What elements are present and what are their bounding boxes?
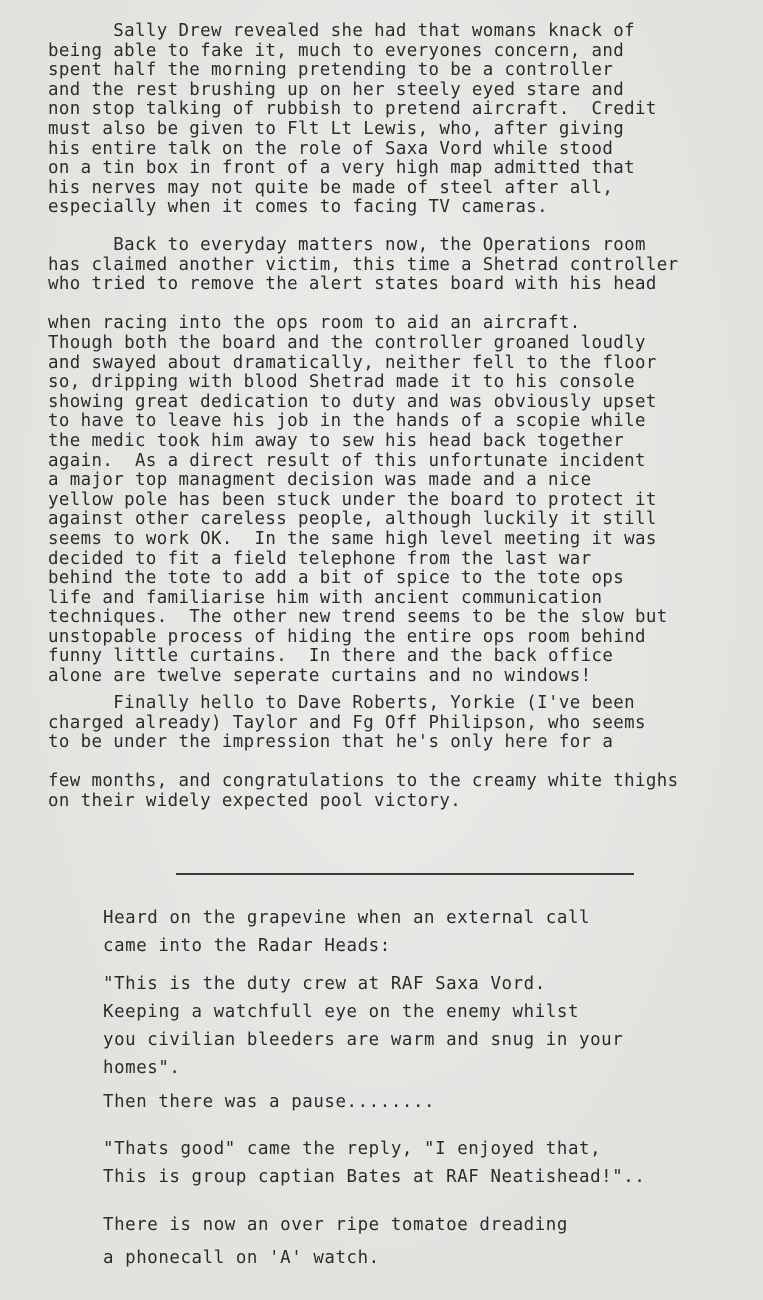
grapevine-closing: There is now an over ripe tomatoe dreading a phonecall on 'A' watch.	[103, 1215, 568, 1268]
grapevine-intro: Heard on the grapevine when an external call came into the Radar Heads:	[103, 908, 591, 956]
grapevine-reply: "Thats good" came the reply, "I enjoyed that, This is group captian Bates at RAF Neatishead!"..	[103, 1139, 646, 1187]
paragraph-finally-hello: Finally hello to Dave Roberts, Yorkie (I've been charged already) Taylor and Fg Off Philipson, who seems to be under the impression that he's only here for a few months, and congratulations to the creamy white thighs on their widely expected pool victory.	[48, 693, 679, 811]
grapevine-quote-duty-crew: "This is the duty crew at RAF Saxa Vord. Keeping a watchfull eye on the enemy whilst you civilian bleeders are warm and snug in your homes".	[103, 974, 624, 1078]
paragraph-sally-drew: Sally Drew revealed she had that womans knack of being able to fake it, much to everyones concern, and spent half the morning pretending to be a controller and the rest brushing up on her steely eyed stare and non stop talking of rubbish to pretend aircraft. Credit must also be given to Flt Lt Lewis, who, after giving his entire talk on the role of Saxa Vord while stood on a tin box in front of a very high map admitted that his nerves may not quite be made of steel after all, especially when it comes to facing TV cameras.	[48, 21, 657, 218]
section-divider	[176, 873, 634, 875]
paragraph-operations-room: Back to everyday matters now, the Operations room has claimed another victim, this time a Shetrad controller who tried to remove the alert states board with his head when racing into the ops room to aid an aircraft. Though both the board and the controller groaned loudly and swayed about dramatically, neither fell to the floor so, dripping with blood Shetrad made it to his console showing great dedication to duty and was obviously upset to have to leave his job in the hands of a scopie while the medic took him away to sew his head back together again. As a direct result of this unfortunate incident a major top managment decision was made and a nice yellow pole has been stuck under the board to protect it against other careless people, although luckily it still seems to work OK. In the same high level meeting it was decided to fit a field telephone from the last war behind the tote to add a bit of spice to the tote ops life and familiarise him with ancient communication techniques. The other new trend seems to be the slow but unstopable process of hiding the entire ops room behind funny little curtains. In there and the back office alone are twelve seperate curtains and no windows!	[48, 235, 679, 687]
grapevine-pause: Then there was a pause........	[103, 1092, 436, 1112]
